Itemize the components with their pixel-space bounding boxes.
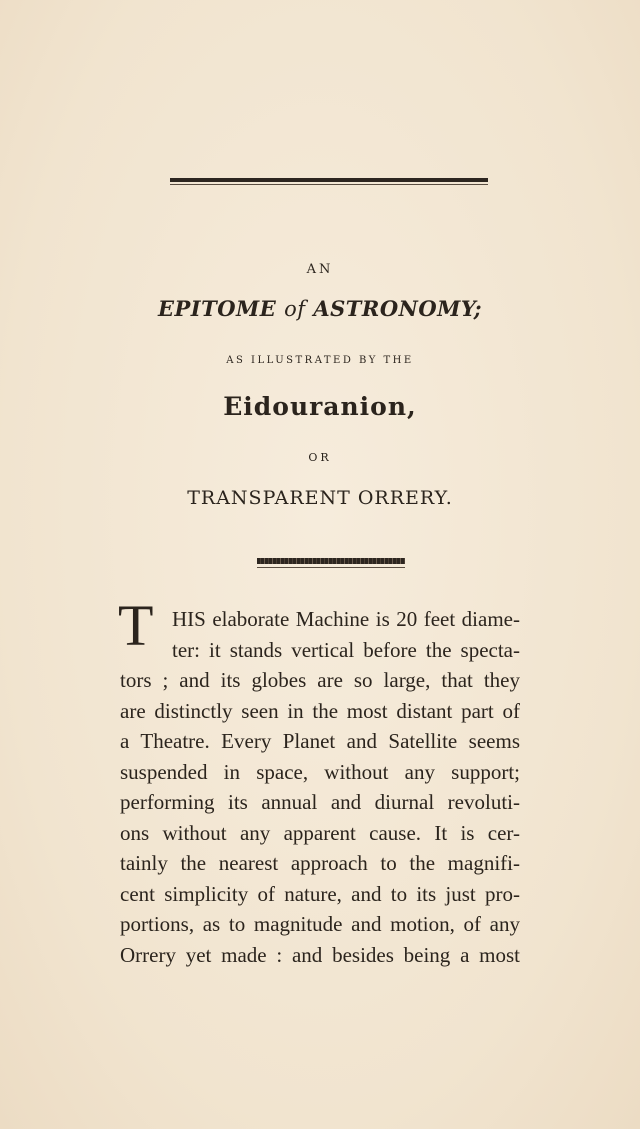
top-rule	[170, 178, 488, 182]
title-an: AN	[306, 262, 334, 277]
body-line: tors ; and its globes are so large, that they	[120, 668, 520, 692]
illustrated-line: AS ILLUSTRATED BY THE	[226, 355, 414, 366]
body-line: portions, as to magnitude and motion, of any	[120, 912, 520, 936]
or-line: OR	[308, 451, 332, 464]
epitome-word: EPITOME	[157, 296, 277, 321]
title-epitome	[0, 296, 640, 321]
body-line: ter: it stands vertical before the specta-	[172, 637, 520, 662]
body-line: suspended in space, without any support;	[120, 759, 520, 784]
body-line: cent simplicity of nature, and to its just pro-	[120, 881, 520, 906]
of-word: of	[284, 297, 306, 321]
body-line: HIS elaborate Machine is 20 feet diame-	[172, 607, 520, 631]
transparent-orrery-title: TRANSPARENT ORRERY.	[187, 487, 453, 509]
body-line: tainly the nearest approach to the magnifi-	[120, 851, 520, 875]
astronomy-word: ASTRONOMY;	[313, 296, 483, 321]
body-paragraph	[120, 604, 520, 970]
body-line: a Theatre. Every Planet and Satellite seems	[120, 729, 520, 753]
body-line: performing its annual and diurnal revoluti-	[120, 790, 520, 814]
body-line: are distinctly seen in the most distant part of	[120, 698, 520, 723]
eidouranion-title: Eidouranion,	[223, 392, 417, 421]
ornament-rule	[257, 558, 405, 564]
body-line: Orrery yet made : and besides being a most	[120, 942, 520, 967]
body-line: ons without any apparent cause. It is cer-	[120, 820, 520, 845]
drop-cap: T	[118, 593, 154, 658]
